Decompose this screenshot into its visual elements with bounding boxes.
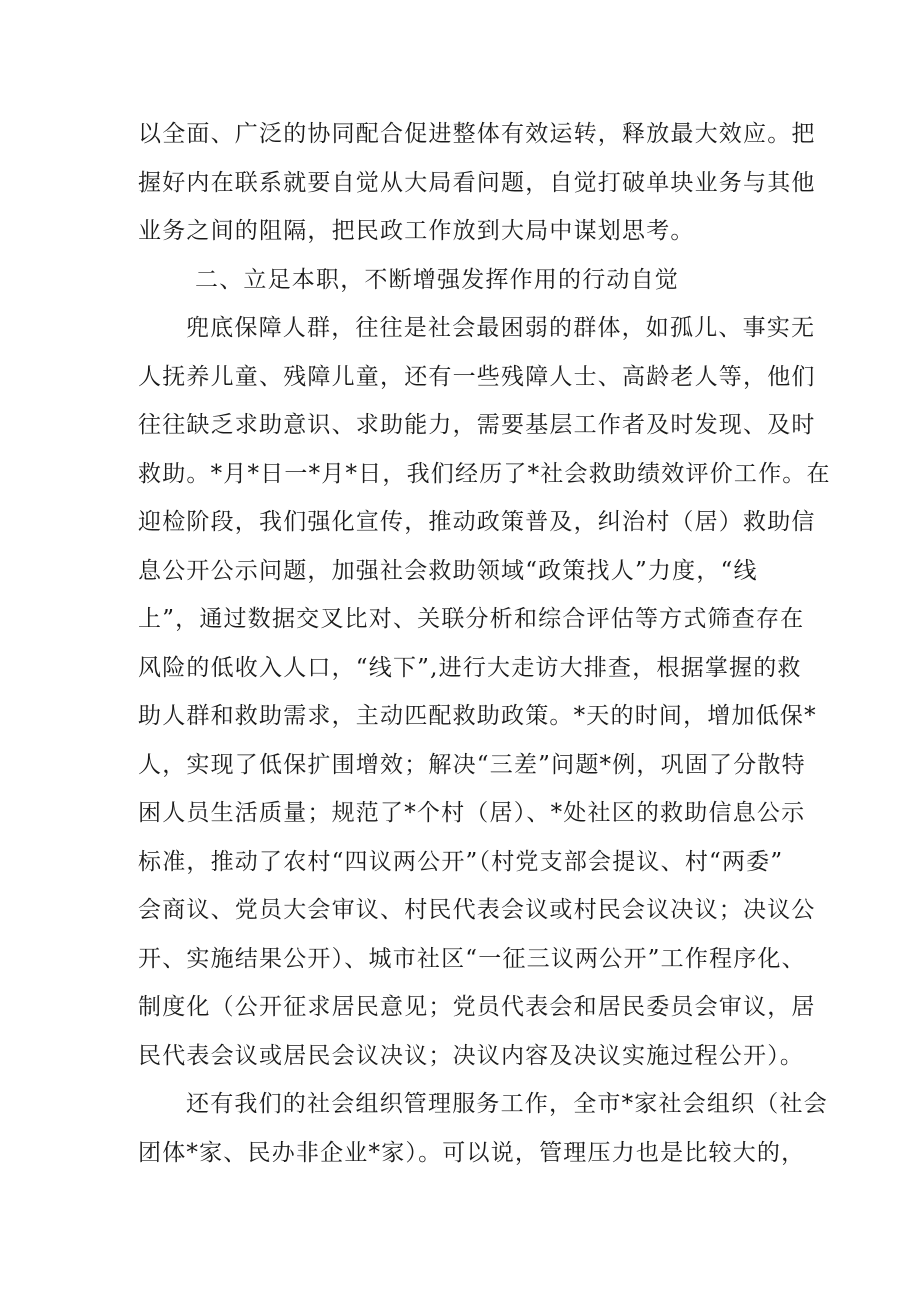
text-line: 息公开公示问题，加强社会救助领域“政策找人”力度，“线 (138, 557, 758, 584)
text-line: 制度化（公开征求居民意见；党员代表会和居民委员会审议，居 (138, 994, 816, 1020)
section-heading-text: 二、立足本职，不断增强发挥作用的行动自觉 (195, 266, 679, 293)
text-line: 还有我们的社会组织管理服务工作，全市*家社会组织（社会 (186, 1091, 828, 1117)
text-line: 救助。*月*日一*月*日，我们经历了*社会救助绩效评价工作。在 (138, 460, 831, 487)
text-line: 业务之间的阻隔，把民政工作放到大局中谋划思考。 (138, 218, 695, 244)
section-heading (138, 256, 798, 305)
text-line: 以全面、广泛的协同配合促进整体有效运转，释放最大效应。把 (138, 121, 816, 147)
text-line: 标准，推动了农村“四议两公开”（村党支部会提议、村“两委” (138, 848, 784, 875)
text-line: 上”，通过数据交叉比对、关联分析和综合评估等方式筛查存在 (138, 606, 805, 632)
text-line: 开、实施结果公开）、城市社区“一征三议两公开”工作程序化、 (138, 945, 806, 972)
text-line: 助人群和救助需求，主动匹配救助政策。*天的时间，增加低保* (138, 703, 817, 729)
paragraph-1 (138, 110, 816, 256)
text-line: 团体*家、民办非企业*家）。可以说，管理压力也是比较大的， (138, 1139, 806, 1166)
text-line: 迎检阶段，我们强化宣传，推动政策普及，纠治村（居）救助信 (138, 509, 816, 535)
text-line: 握好内在联系就要自觉从大局看问题，自觉打破单块业务与其他 (138, 169, 816, 196)
text-line: 兜底保障人群，往往是社会最困弱的群体，如孤儿、事实无 (186, 315, 816, 341)
text-line: 人抚养儿童、残障儿童，还有一些残障人士、高龄老人等，他们 (138, 363, 816, 390)
document-body (138, 110, 831, 1177)
text-line: 往往缺乏求助意识、求助能力，需要基层工作者及时发现、及时 (138, 412, 816, 438)
text-line: 会商议、党员大会审议、村民代表会议或村民会议决议；决议公 (138, 897, 816, 923)
paragraph-2 (138, 304, 831, 1080)
text-line: 民代表会议或居民会议决议；决议内容及决议实施过程公开）。 (138, 1042, 805, 1069)
text-line: 人，实现了低保扩围增效；解决“三差”问题*例，巩固了分散特 (138, 751, 806, 778)
paragraph-3 (138, 1080, 828, 1177)
text-line: 风险的低收入人口，“线下”,进行大走访大排查，根据掌握的救 (138, 654, 802, 681)
text-line: 困人员生活质量；规范了*个村（居）、*处社区的救助信息公示 (138, 800, 806, 826)
